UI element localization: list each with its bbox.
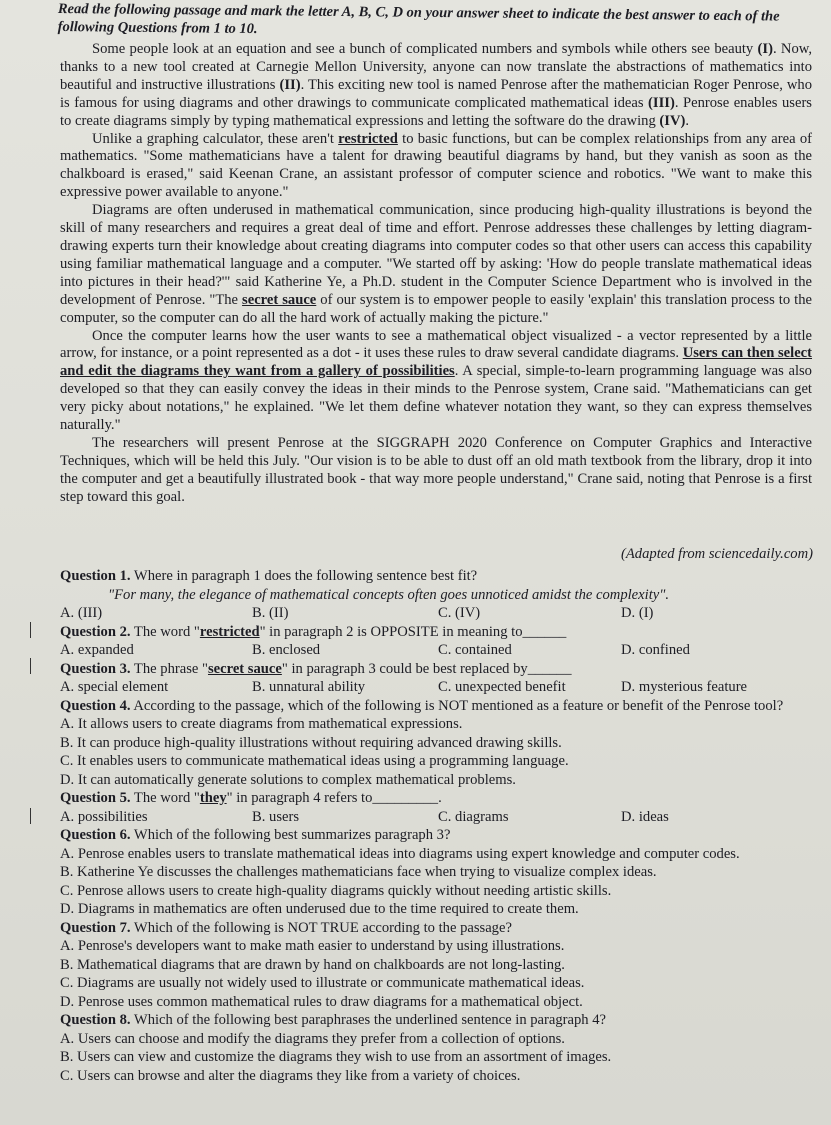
question-3-options — [60, 678, 820, 697]
question-7: Question 7. Which of the following is NOT TRUE according to the passage? — [60, 919, 512, 936]
paragraph-1: Some people look at an equation and see a bunch of complicated numbers and symbols while others see beauty (I). Now, thanks to a new tool created at Carnegie Mellon University, anyone can now translate the abstractions of mathematics into beautiful and instructive illustrations (II). This exciting new tool is named Penrose after the mathematician Roger Penrose, who is famous for using diagrams and other drawings to communicate complicated mathematical ideas (III). Penrose enables users to create diagrams simply by typing mathematical expressions and letting the software do the drawing (IV). — [60, 41, 812, 129]
question-2: Question 2. The word "restricted" in paragraph 2 is OPPOSITE in meaning to______ — [60, 623, 567, 640]
margin-mark — [30, 622, 31, 638]
option-d[interactable]: D. (I) — [621, 605, 654, 621]
margin-mark — [30, 808, 31, 824]
margin-mark — [30, 658, 31, 674]
question-2-options — [60, 641, 820, 660]
instructions: Read the following passage and mark the letter A, B, C, D on your answer sheet to indicate the best answer to each of the following Questions from 1 to 10. — [57, 0, 780, 38]
option-c[interactable]: C. Diagrams are usually not widely used to illustrate or communicate mathematical ideas. — [60, 975, 585, 991]
option-b[interactable]: B. Users can view and customize the diagrams they wish to use from an assortment of images. — [60, 1049, 612, 1065]
question-3: Question 3. The phrase "secret sauce" in paragraph 3 could be best replaced by______ — [60, 660, 572, 677]
option-b[interactable]: B. unnatural ability — [252, 679, 366, 695]
option-d[interactable]: D. It can automatically generate solutions to complex mathematical problems. — [60, 771, 516, 788]
option-c[interactable]: C. Users can browse and alter the diagrams they like from a variety of choices. — [60, 1067, 521, 1084]
option-c[interactable]: C. unexpected benefit — [438, 679, 566, 695]
source-citation: (Adapted from sciencedaily.com) — [621, 546, 813, 562]
option-c[interactable]: C. contained — [438, 642, 512, 658]
option-b[interactable]: B. Katherine Ye discusses the challenges mathematicians face when trying to visualize complex ideas. — [60, 864, 657, 880]
marker-IV: (IV) — [659, 112, 686, 129]
questions — [60, 567, 820, 1085]
option-a[interactable]: A. expanded — [60, 642, 134, 658]
option-d[interactable]: D. Diagrams in mathematics are often underused due to the time required to create them. — [60, 901, 579, 917]
option-a[interactable]: A. special element — [60, 679, 169, 695]
option-a[interactable]: A. Penrose's developers want to make math easier to understand by using illustrations. — [60, 938, 565, 954]
question-5-options — [60, 808, 820, 827]
option-c[interactable]: C. Penrose allows users to create high-quality diagrams quickly without needing artistic skills. — [60, 882, 612, 899]
underlined-phrase-secret-sauce: secret sauce — [242, 291, 317, 308]
question-5: Question 5. The word "they" in paragraph 4 refers to_________. — [60, 790, 442, 806]
option-a[interactable]: A. possibilities — [60, 808, 148, 825]
option-b[interactable]: B. Mathematical diagrams that are drawn by hand on chalkboards are not long-lasting. — [60, 956, 565, 973]
option-d[interactable]: D. confined — [621, 642, 690, 658]
marker-III: (III) — [648, 94, 675, 111]
option-a[interactable]: A. It allows users to create diagrams from mathematical expressions. — [60, 716, 463, 732]
option-b[interactable]: B. enclosed — [252, 642, 321, 658]
paragraph-2: Unlike a graphing calculator, these aren't restricted to basic functions, but can be complex relationships from any area of mathematics. "Some mathematicians have a talent for drawing beautiful diagrams by hand, but they vanish as soon as the chalkboard is erased," said Keenan Crane, an assistant professor of computer science and robotics. "We want to make this expressive power available to anyone." — [60, 130, 812, 201]
question-1: Question 1. Where in paragraph 1 does the following sentence best fit? — [60, 568, 478, 584]
question-6: Question 6. Which of the following best summarizes paragraph 3? — [60, 827, 451, 843]
option-d[interactable]: D. ideas — [621, 808, 669, 825]
underlined-sentence: Users can then select and edit the diagrams they want from a gallery of possibilities — [60, 345, 813, 380]
marker-I: (I) — [757, 41, 773, 57]
option-a[interactable]: A. Penrose enables users to translate mathematical ideas into diagrams using expert knowledge and computer codes. — [60, 845, 740, 862]
option-c[interactable]: C. It enables users to communicate mathematical ideas using a programming language. — [60, 753, 569, 769]
question-1-quote: "For many, the elegance of mathematical concepts often goes unnoticed amidst the complexity". — [108, 586, 669, 603]
reading-passage — [60, 41, 812, 507]
option-c[interactable]: C. (IV) — [438, 605, 481, 621]
question-8: Question 8. Which of the following best paraphrases the underlined sentence in paragraph 4? — [60, 1012, 607, 1028]
option-d[interactable]: D. Penrose uses common mathematical rules to draw diagrams for a mathematical object. — [60, 993, 583, 1010]
paragraph-4: Once the computer learns how the user wants to see a mathematical object visualized - a vector represented by a little arrow, for instance, or a point represented as a dot - it uses these rules to draw several candidate diagrams. Users can then select and edit the diagrams they want from a gallery of possibilities. A special, simple-to-learn programming language was also developed so that they can easily convey the ideas in their minds to the Penrose system, Crane said. "Mathematicians can get very picky about notations," he explained. "We let them define whatever notation they want, so they can express themselves naturally." — [60, 327, 813, 434]
option-b[interactable]: B. (II) — [252, 605, 289, 621]
paragraph-5: The researchers will present Penrose at the SIGGRAPH 2020 Conference on Computer Graphics and Interactive Techniques, which will be held this July. "Our vision is to be able to dust off an old math textbook from the library, drop it into the computer and get a beautifully illustrated book - that way more people understand," Crane said, noting that Penrose is a first step toward this goal. — [60, 434, 812, 505]
option-c[interactable]: C. diagrams — [438, 808, 509, 825]
option-b[interactable]: B. It can produce high-quality illustrations without requiring advanced drawing skills. — [60, 734, 562, 751]
marker-II: (II) — [279, 76, 301, 93]
option-a[interactable]: A. Users can choose and modify the diagrams they prefer from a collection of options. — [60, 1030, 565, 1047]
option-d[interactable]: D. mysterious feature — [621, 679, 748, 695]
option-a[interactable]: A. (III) — [60, 605, 103, 621]
option-b[interactable]: B. users — [252, 808, 300, 825]
question-1-options — [60, 604, 820, 623]
question-4: Question 4. According to the passage, which of the following is NOT mentioned as a feature or benefit of the Penrose tool? — [60, 697, 784, 714]
paragraph-3: Diagrams are often underused in mathematical communication, since producing high-quality illustrations is beyond the skill of many researchers and requires a great deal of time and effort. Penrose addresses these challenges by letting diagram-drawing experts turn their knowledge about creating diagrams into computer codes so that other users can access this capability using familiar mathematical language and a computer. "We started off by asking: 'How do people translate mathematical ideas into pictures in their head?'" said Katherine Ye, a Ph.D. student in the Computer Science Department who is involved in the development of Penrose. "The secret sauce of our system is to empower people to easily 'explain' this translation process to the computer, so the computer can do all the hard work of actually making the picture." — [60, 202, 812, 326]
underlined-word-restricted: restricted — [338, 130, 398, 147]
